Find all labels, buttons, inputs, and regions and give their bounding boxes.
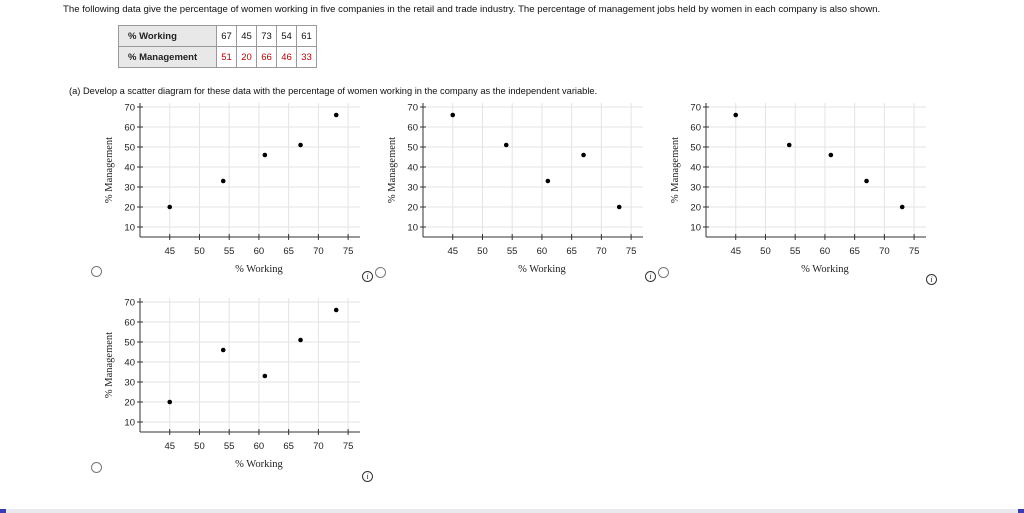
x-tick-label: 45 bbox=[730, 246, 742, 257]
table-row bbox=[119, 47, 317, 68]
x-tick-label: 75 bbox=[342, 441, 354, 452]
x-tick-label: 50 bbox=[760, 246, 771, 257]
problem-intro: The following data give the percentage of women working in five companies in the retail and trade industry. The percentage of management jobs held by women in each company is also shown. bbox=[63, 4, 881, 15]
y-tick-label: 70 bbox=[124, 102, 135, 114]
x-tick-label: 65 bbox=[283, 441, 294, 452]
x-tick-label: 70 bbox=[879, 246, 890, 257]
y-tick-label: 20 bbox=[690, 202, 701, 214]
info-icon[interactable]: i bbox=[645, 271, 656, 282]
table-cell: 61 bbox=[297, 26, 317, 47]
data-point bbox=[334, 113, 339, 118]
y-tick-label: 30 bbox=[407, 182, 418, 194]
y-tick-label: 50 bbox=[407, 142, 418, 154]
x-tick-label: 45 bbox=[447, 246, 459, 257]
x-tick-label: 55 bbox=[789, 246, 801, 257]
table-cell: 20 bbox=[237, 47, 257, 68]
x-axis-label: % Working bbox=[518, 264, 566, 275]
data-point bbox=[334, 308, 339, 313]
radio-option-2[interactable] bbox=[375, 267, 386, 278]
table-cell: 54 bbox=[277, 26, 297, 47]
data-point bbox=[504, 143, 509, 148]
info-icon[interactable]: i bbox=[926, 274, 937, 285]
radio-option-1[interactable] bbox=[91, 266, 102, 277]
x-tick-label: 60 bbox=[536, 246, 548, 257]
data-point bbox=[617, 205, 622, 210]
data-point bbox=[900, 205, 905, 210]
data-point bbox=[298, 143, 303, 148]
table-cell: 46 bbox=[277, 47, 297, 68]
x-tick-label: 70 bbox=[313, 246, 324, 257]
y-tick-label: 30 bbox=[124, 182, 135, 194]
data-point bbox=[221, 179, 226, 184]
table-cell: 73 bbox=[257, 26, 277, 47]
info-icon[interactable]: i bbox=[362, 271, 373, 282]
x-tick-label: 55 bbox=[506, 246, 518, 257]
data-point bbox=[167, 400, 172, 405]
x-axis-label: % Working bbox=[235, 459, 283, 470]
y-tick-label: 10 bbox=[407, 222, 418, 234]
x-tick-label: 70 bbox=[596, 246, 607, 257]
y-tick-label: 10 bbox=[124, 222, 135, 234]
y-tick-label: 50 bbox=[124, 142, 135, 154]
data-point bbox=[263, 153, 268, 158]
y-tick-label: 40 bbox=[124, 357, 135, 369]
data-point bbox=[263, 374, 268, 379]
x-tick-label: 45 bbox=[164, 246, 176, 257]
y-axis-label: % Management bbox=[670, 136, 681, 204]
question-part-a: (a) Develop a scatter diagram for these data with the percentage of women working in the company as the independent variable. bbox=[69, 86, 598, 96]
x-tick-label: 75 bbox=[625, 246, 637, 257]
x-tick-label: 45 bbox=[164, 441, 176, 452]
data-point bbox=[167, 205, 172, 210]
table-cell: 67 bbox=[217, 26, 237, 47]
x-tick-label: 60 bbox=[819, 246, 831, 257]
row-header-working: % Working bbox=[119, 26, 217, 47]
data-point bbox=[581, 153, 586, 158]
scatter-chart-option-2 bbox=[381, 101, 653, 281]
y-tick-label: 60 bbox=[124, 122, 135, 134]
table-cell: 66 bbox=[257, 47, 277, 68]
x-tick-label: 75 bbox=[908, 246, 920, 257]
scatter-chart-option-3 bbox=[664, 101, 936, 281]
info-icon[interactable]: i bbox=[362, 471, 373, 482]
table-cell: 51 bbox=[217, 47, 237, 68]
x-axis-label: % Working bbox=[801, 264, 849, 275]
y-tick-label: 30 bbox=[124, 377, 135, 389]
y-tick-label: 50 bbox=[124, 337, 135, 349]
y-tick-label: 50 bbox=[690, 142, 701, 154]
table-cell: 45 bbox=[237, 26, 257, 47]
y-tick-label: 30 bbox=[690, 182, 701, 194]
radio-option-4[interactable] bbox=[91, 462, 102, 473]
x-tick-label: 55 bbox=[223, 441, 235, 452]
x-tick-label: 65 bbox=[566, 246, 577, 257]
x-tick-label: 50 bbox=[194, 441, 205, 452]
data-point bbox=[298, 338, 303, 343]
x-tick-label: 65 bbox=[283, 246, 294, 257]
scatter-chart-option-4 bbox=[98, 296, 370, 476]
x-tick-label: 50 bbox=[194, 246, 205, 257]
data-point bbox=[450, 113, 455, 118]
y-tick-label: 70 bbox=[407, 102, 418, 114]
y-tick-label: 70 bbox=[690, 102, 701, 114]
scatter-chart-option-1 bbox=[98, 101, 370, 281]
y-tick-label: 40 bbox=[407, 162, 418, 174]
y-tick-label: 60 bbox=[407, 122, 418, 134]
data-point bbox=[546, 179, 551, 184]
data-point bbox=[733, 113, 738, 118]
y-tick-label: 40 bbox=[690, 162, 701, 174]
x-tick-label: 65 bbox=[849, 246, 860, 257]
y-tick-label: 20 bbox=[407, 202, 418, 214]
table-row bbox=[119, 26, 317, 47]
x-tick-label: 60 bbox=[253, 246, 265, 257]
bottom-scrollbar bbox=[0, 509, 1024, 513]
y-tick-label: 10 bbox=[690, 222, 701, 234]
y-tick-label: 10 bbox=[124, 417, 135, 429]
y-tick-label: 40 bbox=[124, 162, 135, 174]
x-tick-label: 60 bbox=[253, 441, 265, 452]
y-tick-label: 20 bbox=[124, 397, 135, 409]
x-tick-label: 50 bbox=[477, 246, 488, 257]
y-tick-label: 20 bbox=[124, 202, 135, 214]
row-header-management: % Management bbox=[119, 47, 217, 68]
x-tick-label: 55 bbox=[223, 246, 235, 257]
data-point bbox=[221, 348, 226, 353]
x-tick-label: 75 bbox=[342, 246, 354, 257]
x-axis-label: % Working bbox=[235, 264, 283, 275]
y-axis-label: % Management bbox=[104, 136, 115, 204]
data-point bbox=[829, 153, 834, 158]
y-tick-label: 60 bbox=[690, 122, 701, 134]
y-axis-label: % Management bbox=[104, 331, 115, 399]
data-table bbox=[118, 25, 317, 68]
y-tick-label: 60 bbox=[124, 317, 135, 329]
table-cell: 33 bbox=[297, 47, 317, 68]
y-axis-label: % Management bbox=[387, 136, 398, 204]
data-point bbox=[787, 143, 792, 148]
y-tick-label: 70 bbox=[124, 297, 135, 309]
data-point bbox=[864, 179, 869, 184]
radio-option-3[interactable] bbox=[658, 267, 669, 278]
x-tick-label: 70 bbox=[313, 441, 324, 452]
